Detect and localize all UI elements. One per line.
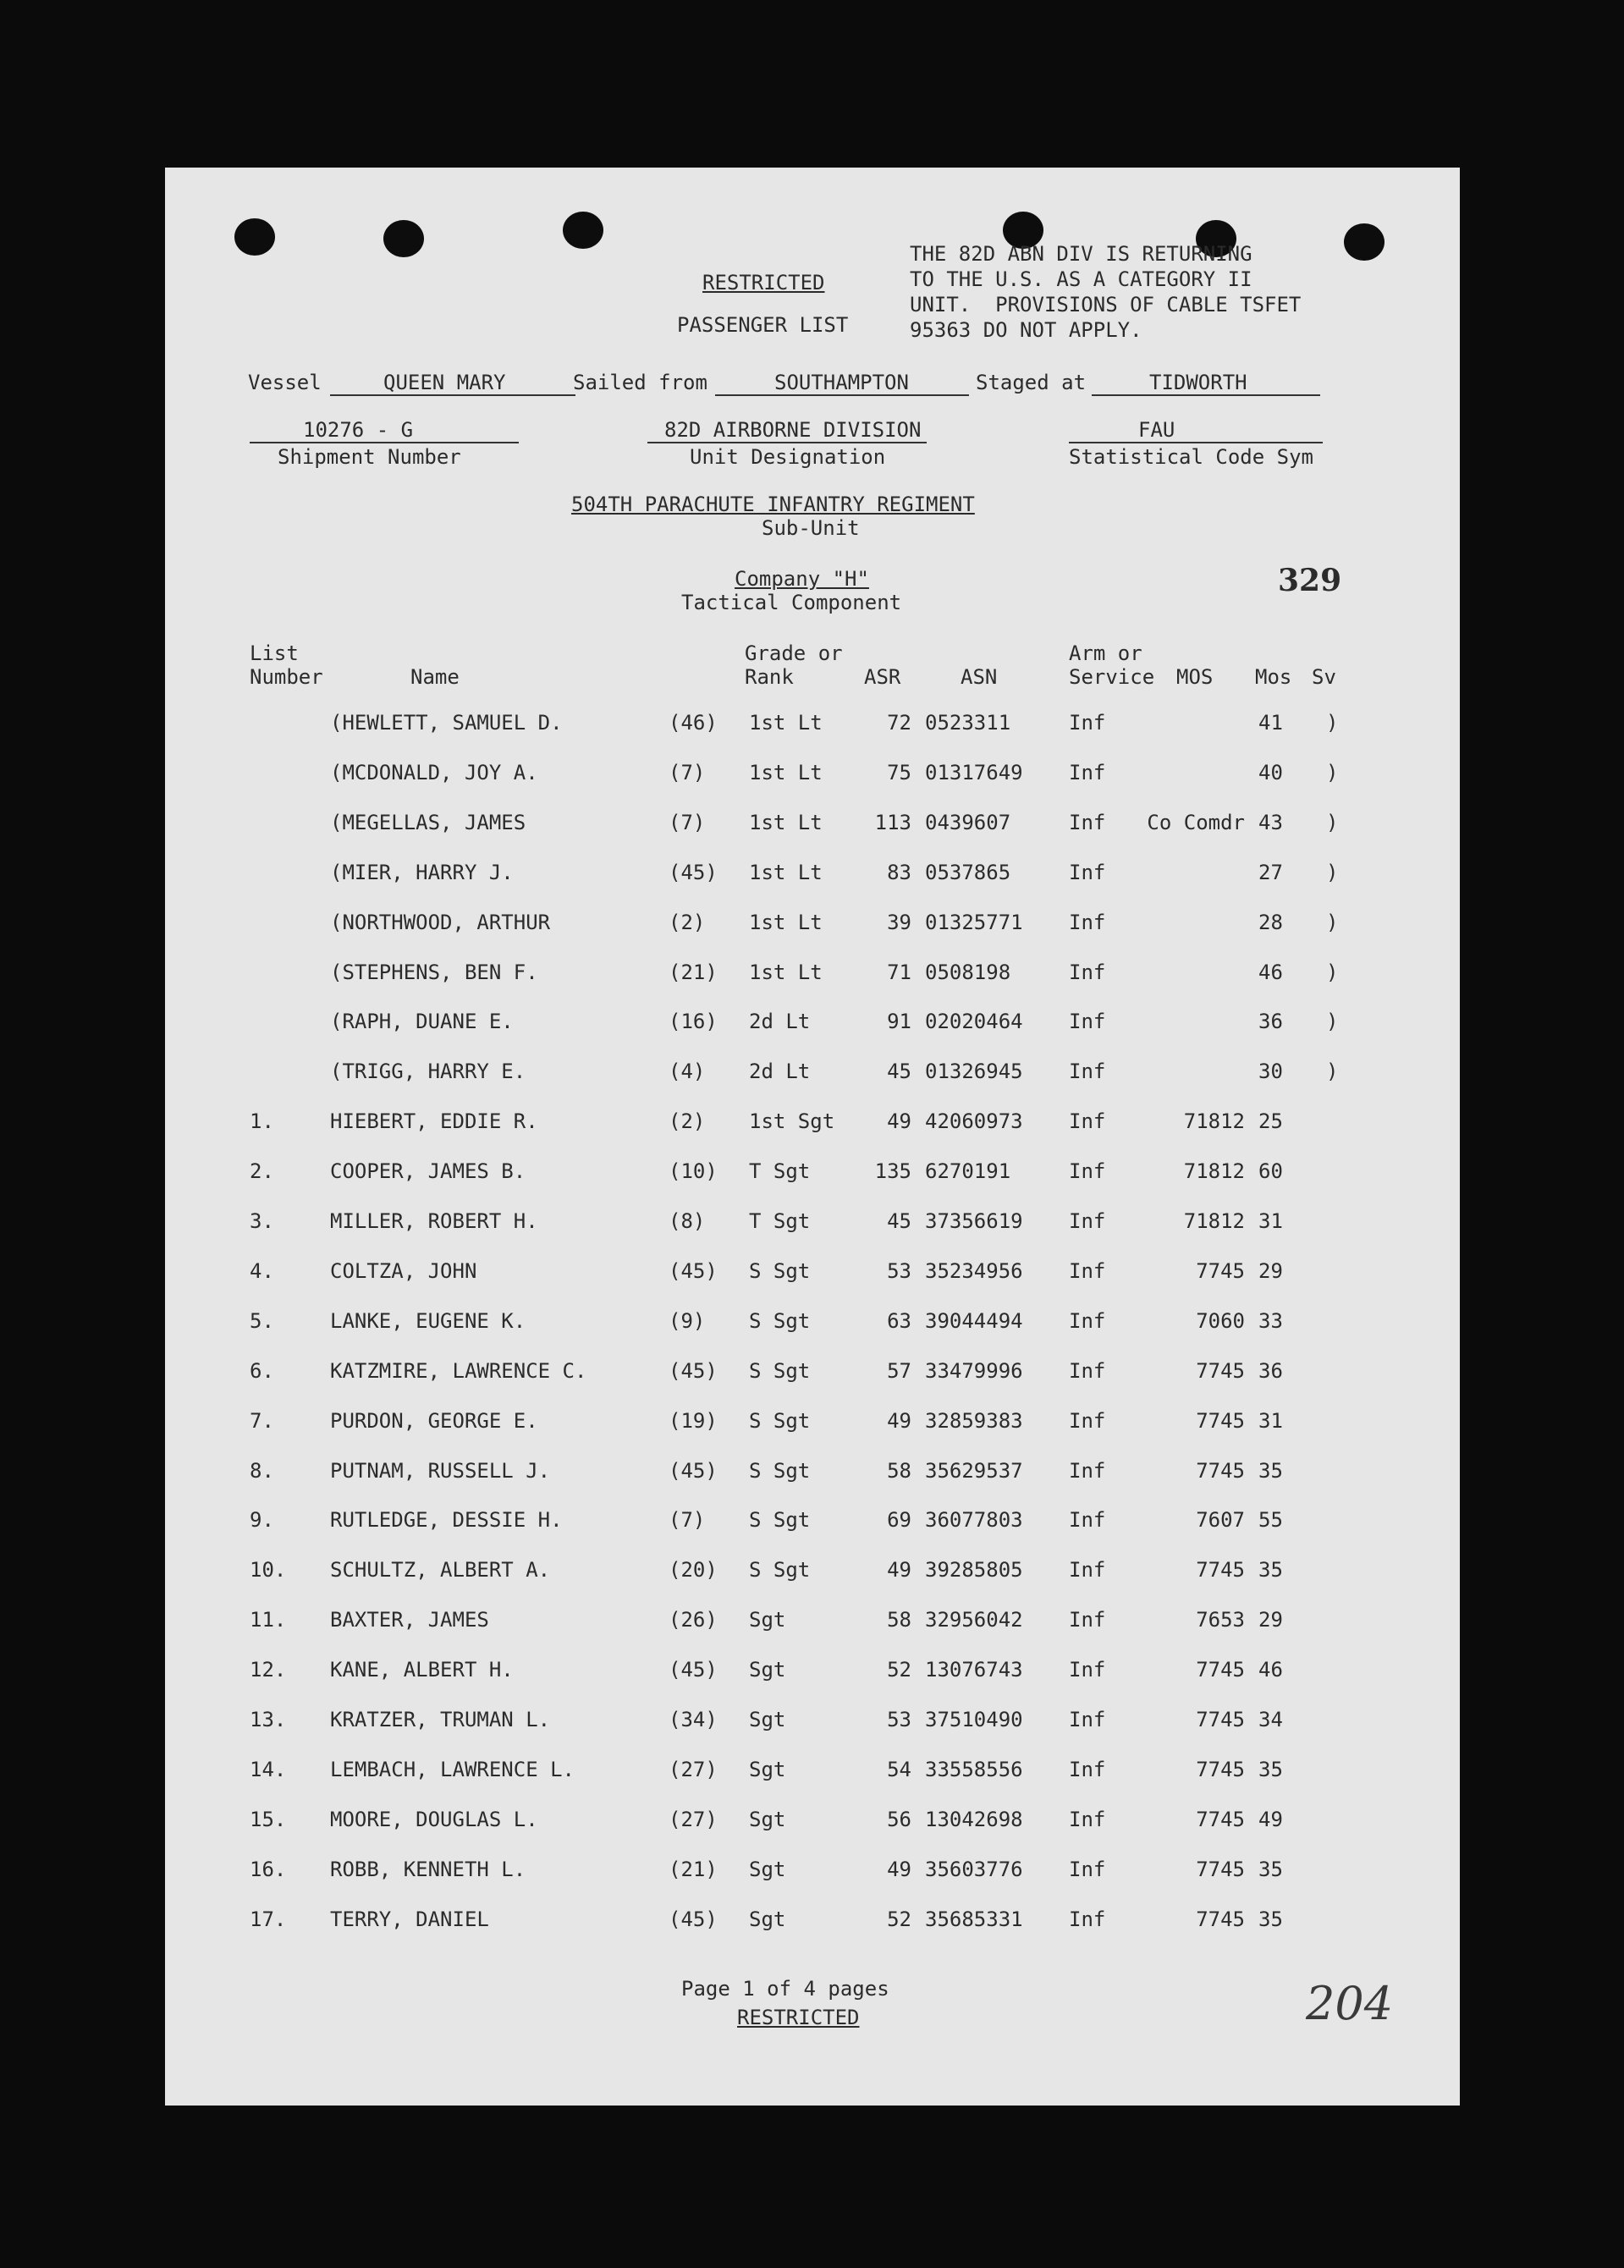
row-number: 6. [250, 1358, 274, 1383]
punch-hole [1344, 223, 1385, 261]
row-asr: 113 [874, 810, 911, 834]
row-mos-2: 36 [1258, 1358, 1283, 1383]
row-mos: 7745 [1196, 1708, 1245, 1731]
row-name: KRATZER, TRUMAN L. [330, 1708, 551, 1731]
staged-value: TIDWORTH [1149, 371, 1247, 394]
table-row [165, 1508, 1460, 1542]
col-sv: Sv [1312, 665, 1336, 689]
row-mos-2: 35 [1258, 1757, 1283, 1781]
row-arm: Inf [1069, 1109, 1106, 1134]
restricted-top: RESTRICTED [702, 271, 825, 295]
row-name: HIEBERT, EDDIE R. [330, 1109, 538, 1134]
row-mos: 7653 [1196, 1608, 1245, 1632]
table-row [165, 1109, 1460, 1143]
row-asn: 13042698 [925, 1807, 1023, 1831]
row-arm: Inf [1069, 1159, 1106, 1184]
row-mos: 7745 [1196, 1807, 1245, 1831]
row-grade: 1st Lt [749, 860, 823, 884]
row-code: (46) [669, 711, 718, 735]
row-asr: 45 [887, 1209, 911, 1233]
row-arm: Inf [1069, 1907, 1106, 1931]
shipment-number: 10276 - G [303, 418, 414, 442]
table-row [165, 1209, 1460, 1243]
row-asn: 42060973 [925, 1109, 1023, 1134]
table-row [165, 811, 1460, 845]
row-name: BAXTER, JAMES [330, 1608, 489, 1632]
row-arm: Inf [1069, 1708, 1106, 1731]
row-grade: S Sgt [749, 1458, 811, 1483]
row-grade: Sgt [749, 1658, 786, 1682]
row-grade: Sgt [749, 1807, 786, 1831]
row-asn: 35629537 [925, 1458, 1023, 1483]
row-mos-2: 28 [1258, 910, 1283, 934]
table-row [165, 711, 1460, 745]
row-arm: Inf [1069, 860, 1106, 884]
row-grade: S Sgt [749, 1258, 811, 1283]
sailed-label: Sailed from [573, 371, 707, 394]
row-code: (45) [669, 1907, 718, 1931]
row-asn: 0508198 [925, 960, 1011, 984]
unit-designation-label: Unit Designation [690, 445, 886, 469]
row-code: (19) [669, 1408, 718, 1433]
row-grade: Sgt [749, 1857, 786, 1881]
punch-hole [563, 212, 603, 249]
row-mos: 7745 [1196, 1558, 1245, 1583]
row-code: (2) [669, 1109, 706, 1134]
table-row [165, 1808, 1460, 1841]
row-arm: Inf [1069, 1408, 1106, 1433]
row-mos: 7607 [1196, 1508, 1245, 1533]
col-name: Name [410, 665, 460, 689]
row-grade: 1st Lt [749, 711, 823, 735]
row-name: SCHULTZ, ALBERT A. [330, 1558, 551, 1583]
table-row [165, 1259, 1460, 1293]
row-mos: 71812 [1183, 1209, 1245, 1233]
table-row [165, 911, 1460, 944]
col-asr: ASR [864, 665, 901, 689]
row-asr: 91 [887, 1010, 911, 1034]
col-grade-2: Rank [745, 665, 794, 689]
row-code: (27) [669, 1757, 718, 1781]
row-grade: Sgt [749, 1608, 786, 1632]
row-asr: 39 [887, 910, 911, 934]
row-name: LANKE, EUGENE K. [330, 1308, 526, 1333]
row-asn: 01325771 [925, 910, 1023, 934]
row-sv: ) [1326, 910, 1339, 934]
row-code: (4) [669, 1060, 706, 1084]
row-grade: S Sgt [749, 1358, 811, 1383]
row-mos: 7745 [1196, 1458, 1245, 1483]
table-row [165, 1409, 1460, 1443]
row-asn: 33558556 [925, 1757, 1023, 1781]
row-asr: 72 [887, 711, 911, 735]
row-mos: 7745 [1196, 1408, 1245, 1433]
col-list-1: List [250, 641, 299, 665]
row-mos-2: 29 [1258, 1608, 1283, 1632]
sub-unit-label: Sub-Unit [762, 516, 860, 540]
table-row [165, 1459, 1460, 1493]
row-code: (26) [669, 1608, 718, 1632]
row-asn: 6270191 [925, 1159, 1011, 1184]
table-row [165, 1359, 1460, 1393]
row-mos-2: 60 [1258, 1159, 1283, 1184]
notice-line-3: UNIT. PROVISIONS OF CABLE TSFET [910, 293, 1302, 317]
row-number: 4. [250, 1258, 274, 1283]
row-code: (20) [669, 1558, 718, 1583]
row-number: 13. [250, 1708, 287, 1731]
row-arm: Inf [1069, 910, 1106, 934]
row-mos-2: 34 [1258, 1708, 1283, 1731]
row-asr: 75 [887, 760, 911, 784]
row-code: (7) [669, 810, 706, 834]
row-mos-2: 35 [1258, 1857, 1283, 1881]
row-asn: 39285805 [925, 1558, 1023, 1583]
row-arm: Inf [1069, 1558, 1106, 1583]
row-mos-2: 35 [1258, 1458, 1283, 1483]
row-number: 8. [250, 1458, 274, 1483]
table-row [165, 1758, 1460, 1792]
row-asn: 36077803 [925, 1508, 1023, 1533]
row-asn: 0537865 [925, 860, 1011, 884]
row-mos-2: 35 [1258, 1558, 1283, 1583]
row-asr: 53 [887, 1708, 911, 1731]
row-grade: Sgt [749, 1757, 786, 1781]
row-asr: 71 [887, 960, 911, 984]
notice-line-2: TO THE U.S. AS A CATEGORY II [910, 267, 1252, 291]
row-name: ROBB, KENNETH L. [330, 1857, 526, 1881]
row-arm: Inf [1069, 810, 1106, 834]
row-code: (34) [669, 1708, 718, 1731]
document-sheet [165, 168, 1460, 2106]
table-row [165, 1060, 1460, 1093]
row-grade: S Sgt [749, 1408, 811, 1433]
row-asr: 135 [874, 1159, 911, 1184]
row-asn: 39044494 [925, 1308, 1023, 1333]
row-code: (27) [669, 1807, 718, 1831]
row-sv: ) [1326, 960, 1339, 984]
table-row [165, 761, 1460, 795]
row-arm: Inf [1069, 1807, 1106, 1831]
row-code: (2) [669, 910, 706, 934]
row-asn: 37510490 [925, 1708, 1023, 1731]
row-name: LEMBACH, LAWRENCE L. [330, 1757, 575, 1781]
row-name: (RAPH, DUANE E. [330, 1010, 514, 1034]
table-row [165, 1907, 1460, 1941]
row-number: 3. [250, 1209, 274, 1233]
restricted-bottom: RESTRICTED [737, 2006, 860, 2029]
row-grade: S Sgt [749, 1558, 811, 1583]
row-arm: Inf [1069, 1658, 1106, 1682]
col-grade-1: Grade or [745, 641, 843, 665]
punch-hole [383, 220, 424, 257]
row-code: (10) [669, 1159, 718, 1184]
row-name: (NORTHWOOD, ARTHUR [330, 910, 551, 934]
row-name: TERRY, DANIEL [330, 1907, 489, 1931]
row-arm: Inf [1069, 960, 1106, 984]
row-grade: 2d Lt [749, 1010, 811, 1034]
row-arm: Inf [1069, 760, 1106, 784]
row-sv: ) [1326, 1060, 1339, 1084]
row-number: 10. [250, 1558, 287, 1583]
row-asr: 56 [887, 1807, 911, 1831]
row-arm: Inf [1069, 711, 1106, 735]
row-arm: Inf [1069, 1358, 1106, 1383]
row-name: RUTLEDGE, DESSIE H. [330, 1508, 563, 1533]
page-of: Page 1 of 4 pages [681, 1977, 889, 2001]
vessel-value: QUEEN MARY [383, 371, 506, 394]
row-asr: 54 [887, 1757, 911, 1781]
row-mos-2: 46 [1258, 1658, 1283, 1682]
row-asn: 02020464 [925, 1010, 1023, 1034]
row-sv: ) [1326, 1010, 1339, 1034]
row-name: (MEGELLAS, JAMES [330, 810, 526, 834]
row-code: (45) [669, 1658, 718, 1682]
row-code: (45) [669, 1258, 718, 1283]
row-mos-2: 33 [1258, 1308, 1283, 1333]
row-mos-2: 35 [1258, 1907, 1283, 1931]
punch-hole [234, 218, 275, 256]
row-name: PURDON, GEORGE E. [330, 1408, 538, 1433]
row-mos-2: 41 [1258, 711, 1283, 735]
table-row [165, 1558, 1460, 1592]
row-code: (21) [669, 1857, 718, 1881]
row-arm: Inf [1069, 1209, 1106, 1233]
row-number: 16. [250, 1857, 287, 1881]
tactical-component: Company "H" [735, 567, 869, 591]
row-number: 14. [250, 1757, 287, 1781]
row-name: PUTNAM, RUSSELL J. [330, 1458, 551, 1483]
col-arm-1: Arm or [1069, 641, 1142, 665]
row-grade: 1st Lt [749, 810, 823, 834]
row-asn: 35603776 [925, 1857, 1023, 1881]
row-mos: 7745 [1196, 1857, 1245, 1881]
row-code: (45) [669, 1358, 718, 1383]
statistical-code: FAU [1138, 418, 1175, 442]
row-asn: 0523311 [925, 711, 1011, 735]
passenger-list-title: PASSENGER LIST [677, 313, 849, 337]
row-mos: 7745 [1196, 1658, 1245, 1682]
row-grade: S Sgt [749, 1308, 811, 1333]
row-number: 17. [250, 1907, 287, 1931]
row-sv: ) [1326, 860, 1339, 884]
row-mos: 7745 [1196, 1907, 1245, 1931]
row-asr: 45 [887, 1060, 911, 1084]
row-asr: 58 [887, 1458, 911, 1483]
row-asn: 32859383 [925, 1408, 1023, 1433]
row-asr: 52 [887, 1907, 911, 1931]
table-row [165, 1309, 1460, 1343]
row-mos: Co Comdr [1147, 810, 1245, 834]
col-mos: MOS [1176, 665, 1214, 689]
row-number: 2. [250, 1159, 274, 1184]
row-asr: 58 [887, 1608, 911, 1632]
handwritten-number: 204 [1306, 1977, 1394, 2030]
row-code: (9) [669, 1308, 706, 1333]
row-sv: ) [1326, 810, 1339, 834]
row-grade: 1st Lt [749, 760, 823, 784]
row-grade: 1st Lt [749, 910, 823, 934]
vessel-label: Vessel [248, 371, 322, 394]
col-arm-2: Service [1069, 665, 1155, 689]
row-name: (MIER, HARRY J. [330, 860, 514, 884]
row-grade: Sgt [749, 1708, 786, 1731]
row-number: 5. [250, 1308, 274, 1333]
row-mos: 71812 [1183, 1159, 1245, 1184]
row-code: (45) [669, 1458, 718, 1483]
row-mos: 7745 [1196, 1757, 1245, 1781]
row-arm: Inf [1069, 1757, 1106, 1781]
table-row [165, 1159, 1460, 1193]
table-row [165, 961, 1460, 994]
row-mos: 7060 [1196, 1308, 1245, 1333]
notice-line-4: 95363 DO NOT APPLY. [910, 318, 1142, 342]
page-number: 329 [1278, 563, 1342, 598]
row-sv: ) [1326, 711, 1339, 735]
row-asr: 69 [887, 1508, 911, 1533]
table-row [165, 861, 1460, 895]
row-asr: 53 [887, 1258, 911, 1283]
row-mos-2: 30 [1258, 1060, 1283, 1084]
row-grade: S Sgt [749, 1508, 811, 1533]
row-code: (8) [669, 1209, 706, 1233]
row-mos-2: 31 [1258, 1408, 1283, 1433]
row-asn: 37356619 [925, 1209, 1023, 1233]
row-asr: 49 [887, 1109, 911, 1134]
row-arm: Inf [1069, 1258, 1106, 1283]
row-number: 11. [250, 1608, 287, 1632]
shipment-number-label: Shipment Number [278, 445, 461, 469]
row-name: COLTZA, JOHN [330, 1258, 477, 1283]
row-name: (TRIGG, HARRY E. [330, 1060, 526, 1084]
sub-unit: 504TH PARACHUTE INFANTRY REGIMENT [571, 493, 975, 516]
row-grade: T Sgt [749, 1159, 811, 1184]
row-mos-2: 43 [1258, 810, 1283, 834]
row-asn: 0439607 [925, 810, 1011, 834]
row-number: 15. [250, 1807, 287, 1831]
notice-line-1: THE 82D ABN DIV IS RETURNING [910, 242, 1252, 266]
row-asn: 13076743 [925, 1658, 1023, 1682]
row-asr: 83 [887, 860, 911, 884]
row-arm: Inf [1069, 1308, 1106, 1333]
row-arm: Inf [1069, 1458, 1106, 1483]
row-code: (16) [669, 1010, 718, 1034]
row-mos-2: 31 [1258, 1209, 1283, 1233]
row-grade: T Sgt [749, 1209, 811, 1233]
table-row [165, 1608, 1460, 1642]
row-code: (45) [669, 860, 718, 884]
row-name: MOORE, DOUGLAS L. [330, 1807, 538, 1831]
row-asr: 49 [887, 1857, 911, 1881]
col-list-2: Number [250, 665, 323, 689]
row-asr: 52 [887, 1658, 911, 1682]
col-mos-2: Mos [1255, 665, 1292, 689]
row-name: COOPER, JAMES B. [330, 1159, 526, 1184]
row-asn: 01326945 [925, 1060, 1023, 1084]
statistical-code-label: Statistical Code Sym [1069, 445, 1313, 469]
row-name: (HEWLETT, SAMUEL D. [330, 711, 563, 735]
row-grade: 2d Lt [749, 1060, 811, 1084]
row-grade: Sgt [749, 1907, 786, 1931]
row-asr: 63 [887, 1308, 911, 1333]
row-mos: 7745 [1196, 1258, 1245, 1283]
row-number: 12. [250, 1658, 287, 1682]
col-asn: ASN [961, 665, 998, 689]
tactical-component-label: Tactical Component [681, 591, 902, 614]
row-arm: Inf [1069, 1060, 1106, 1084]
row-number: 1. [250, 1109, 274, 1134]
row-arm: Inf [1069, 1857, 1106, 1881]
row-asn: 35685331 [925, 1907, 1023, 1931]
table-row [165, 1708, 1460, 1742]
row-grade: 1st Lt [749, 960, 823, 984]
row-mos-2: 29 [1258, 1258, 1283, 1283]
row-asn: 01317649 [925, 760, 1023, 784]
sailed-value: SOUTHAMPTON [774, 371, 909, 394]
row-mos-2: 36 [1258, 1010, 1283, 1034]
row-asn: 32956042 [925, 1608, 1023, 1632]
row-arm: Inf [1069, 1010, 1106, 1034]
row-asr: 57 [887, 1358, 911, 1383]
row-mos: 71812 [1183, 1109, 1245, 1134]
row-mos-2: 46 [1258, 960, 1283, 984]
row-name: MILLER, ROBERT H. [330, 1209, 538, 1233]
row-sv: ) [1326, 760, 1339, 784]
row-mos-2: 40 [1258, 760, 1283, 784]
row-number: 9. [250, 1508, 274, 1533]
row-mos: 7745 [1196, 1358, 1245, 1383]
row-arm: Inf [1069, 1608, 1106, 1632]
row-mos-2: 25 [1258, 1109, 1283, 1134]
row-asn: 33479996 [925, 1358, 1023, 1383]
row-name: (STEPHENS, BEN F. [330, 960, 538, 984]
row-grade: 1st Sgt [749, 1109, 835, 1134]
row-asr: 49 [887, 1558, 911, 1583]
row-asr: 49 [887, 1408, 911, 1433]
table-row [165, 1010, 1460, 1043]
table-row [165, 1858, 1460, 1891]
row-mos-2: 55 [1258, 1508, 1283, 1533]
table-row [165, 1658, 1460, 1692]
row-code: (7) [669, 760, 706, 784]
row-code: (7) [669, 1508, 706, 1533]
row-name: KATZMIRE, LAWRENCE C. [330, 1358, 587, 1383]
row-number: 7. [250, 1408, 274, 1433]
row-mos-2: 27 [1258, 860, 1283, 884]
row-name: (MCDONALD, JOY A. [330, 760, 538, 784]
row-arm: Inf [1069, 1508, 1106, 1533]
row-mos-2: 49 [1258, 1807, 1283, 1831]
unit-designation: 82D AIRBORNE DIVISION [664, 418, 922, 442]
row-asn: 35234956 [925, 1258, 1023, 1283]
row-name: KANE, ALBERT H. [330, 1658, 514, 1682]
staged-label: Staged at [976, 371, 1087, 394]
row-code: (21) [669, 960, 718, 984]
